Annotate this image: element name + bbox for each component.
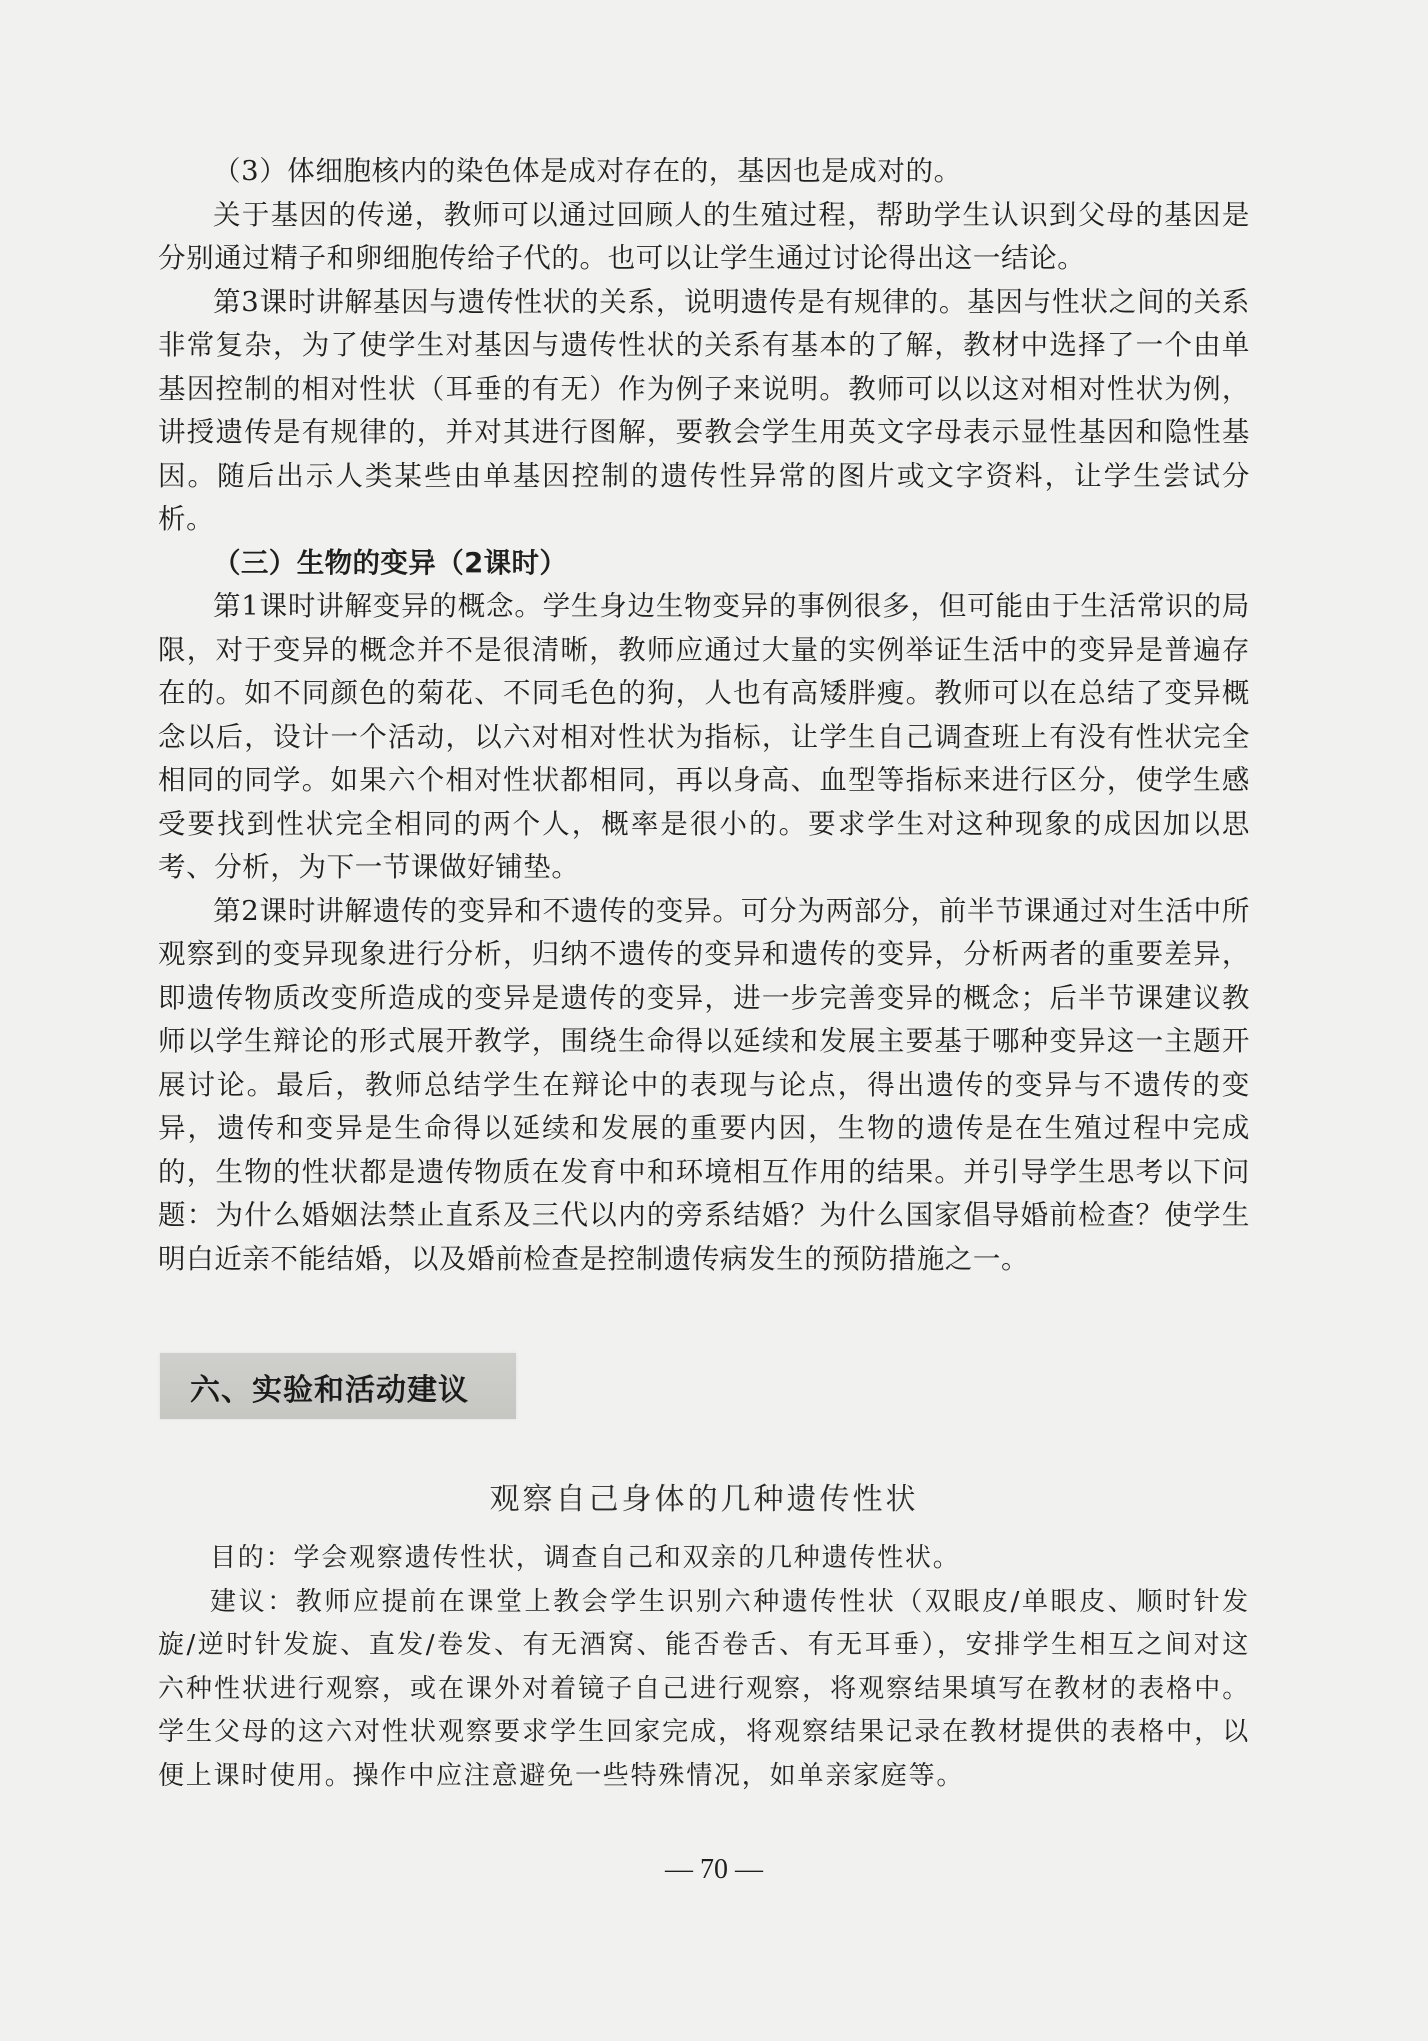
section-heading: 六、实验和活动建议 <box>190 1373 469 1408</box>
page-number: — 70 — <box>665 1854 763 1885</box>
paragraph: 第2课时讲解遗传的变异和不遗传的变异。可分为两部分，前半节课通过对生活中所观察到的变异现象进行分析，归纳不遗传的变异和遗传的变异，分析两者的重要差异，即遗传物质改变所造成的变异是遗传的变异，进一步完善变异的概念；后半节课建议教师以学生辩论的形式展开教学，围绕生命得以延续和发展主要基于哪种变异这一主题开展讨论。最后，教师总结学生在辩论中的表现与论点，得出遗传的变异与不遗传的变异，遗传和变异是生命得以延续和发展的重要内因，生物的遗传是在生殖过程中完成的，生物的性状都是遗传物质在发育中和环境相互作用的结果。并引导学生思考以下问题：为什么婚姻法禁止直系及三代以内的旁系结婚？为什么国家倡导婚前检查？使学生明白近亲不能结婚，以及婚前检查是控制遗传病发生的预防措施之一。 <box>158 894 1250 1275</box>
activity-text <box>158 1537 1250 1798</box>
section-heading-box <box>160 1353 516 1419</box>
subsection-heading: （三）生物的变异（2课时） <box>213 546 568 579</box>
activity-purpose: 目的：学会观察遗传性状，调查自己和双亲的几种遗传性状。 <box>210 1543 961 1573</box>
activity-suggestion: 建议：教师应提前在课堂上教会学生识别六种遗传性状（双眼皮/单眼皮、顺时针发旋/逆时针发旋、直发/卷发、有无酒窝、能否卷舌、有无耳垂），安排学生相互之间对这六种性状进行观察，或在课外对着镜子自己进行观察，将观察结果填写在教材的表格中。学生父母的这六对性状观察要求学生回家完成，将观察结果记录在教材提供的表格中，以便上课时使用。操作中应注意避免一些特殊情况，如单亲家庭等。 <box>158 1586 1250 1791</box>
paragraph: 第3课时讲解基因与遗传性状的关系，说明遗传是有规律的。基因与性状之间的关系非常复杂，为了使学生对基因与遗传性状的关系有基本的了解，教材中选择了一个由单基因控制的相对性状（耳垂的有无）作为例子来说明。教师可以以这对相对性状为例，讲授遗传是有规律的，并对其进行图解，要教会学生用英文字母表示显性基因和隐性基因。随后出示人类某些由单基因控制的遗传性异常的图片或文字资料，让学生尝试分析。 <box>158 285 1250 535</box>
activity-title: 观察自己身体的几种遗传性状 <box>489 1482 919 1517</box>
body-text <box>158 150 1250 1281</box>
paragraph: 关于基因的传递，教师可以通过回顾人的生殖过程，帮助学生认识到父母的基因是分别通过精子和卵细胞传给子代的。也可以让学生通过讨论得出这一结论。 <box>158 198 1250 274</box>
paragraph: 第1课时讲解变异的概念。学生身边生物变异的事例很多，但可能由于生活常识的局限，对于变异的概念并不是很清晰，教师应通过大量的实例举证生活中的变异是普遍存在的。如不同颜色的菊花、不同毛色的狗，人也有高矮胖瘦。教师可以在总结了变异概念以后，设计一个活动，以六对相对性状为指标，让学生自己调查班上有没有性状完全相同的同学。如果六个相对性状都相同，再以身高、血型等指标来进行区分，使学生感受要找到性状完全相同的两个人，概率是很小的。要求学生对这种现象的成因加以思考、分析，为下一节课做好铺垫。 <box>158 590 1250 883</box>
paragraph: （3）体细胞核内的染色体是成对存在的，基因也是成对的。 <box>213 155 962 187</box>
